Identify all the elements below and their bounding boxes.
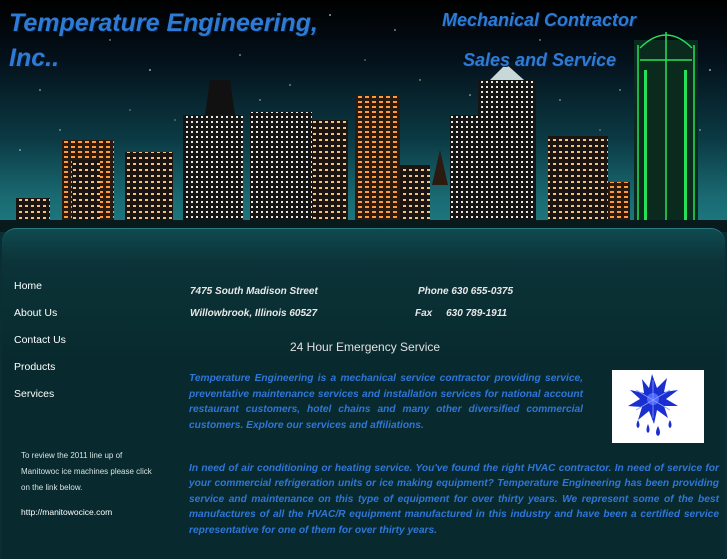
site-title-line2: Inc.. (9, 44, 60, 72)
nav-about-us[interactable]: About Us (14, 307, 58, 319)
service-paragraph: In need of air conditioning or heating service. You've found the right HVAC contractor. In need of service for your commercial refrigeration units or ice making equipment? Temperature Engineering has been providing service and maintenance on this type of equipment for over thirty years. We represent some of the best manufactures of all the HVAC/R equipment manufactured in this industry and have been a certified service representative for one of them for over thirty years. (189, 463, 719, 536)
emergency-service-heading: 24 Hour Emergency Service (290, 340, 441, 354)
sidebar-nav (14, 280, 66, 415)
manitowoc-promo-text: To review the 2011 line up of Manitowoc ice machines please click on the link below. (21, 451, 152, 492)
snowflake-image (612, 370, 704, 443)
site-title (9, 6, 318, 76)
intro-paragraph: Temperature Engineering is a mechanical service contractor providing service, preventative maintenance services and installation services for national account restaurant customers, hotel chains and many other diversified commercial customers. Explore our services and affiliations. (189, 373, 583, 431)
header-banner (0, 0, 727, 232)
phone-number: Phone 630 655-0375 (418, 286, 514, 297)
nav-services[interactable]: Services (14, 388, 55, 400)
tagline-mechanical-contractor: Mechanical Contractor (442, 10, 637, 30)
nav-home[interactable]: Home (14, 280, 43, 292)
address-city: Willowbrook, Illinois 60527 (190, 308, 318, 319)
tagline-sales-service: Sales and Service (463, 50, 617, 70)
fax-number: Fax 630 789-1911 (415, 308, 508, 319)
nav-contact-us[interactable]: Contact Us (14, 334, 66, 346)
manitowoc-link[interactable]: http://manitowocice.com (21, 507, 113, 517)
nav-products[interactable]: Products (14, 361, 56, 373)
snowflake-icon (612, 370, 704, 443)
address-street: 7475 South Madison Street (190, 286, 318, 297)
site-title-line1: Temperature Engineering, (9, 9, 318, 37)
